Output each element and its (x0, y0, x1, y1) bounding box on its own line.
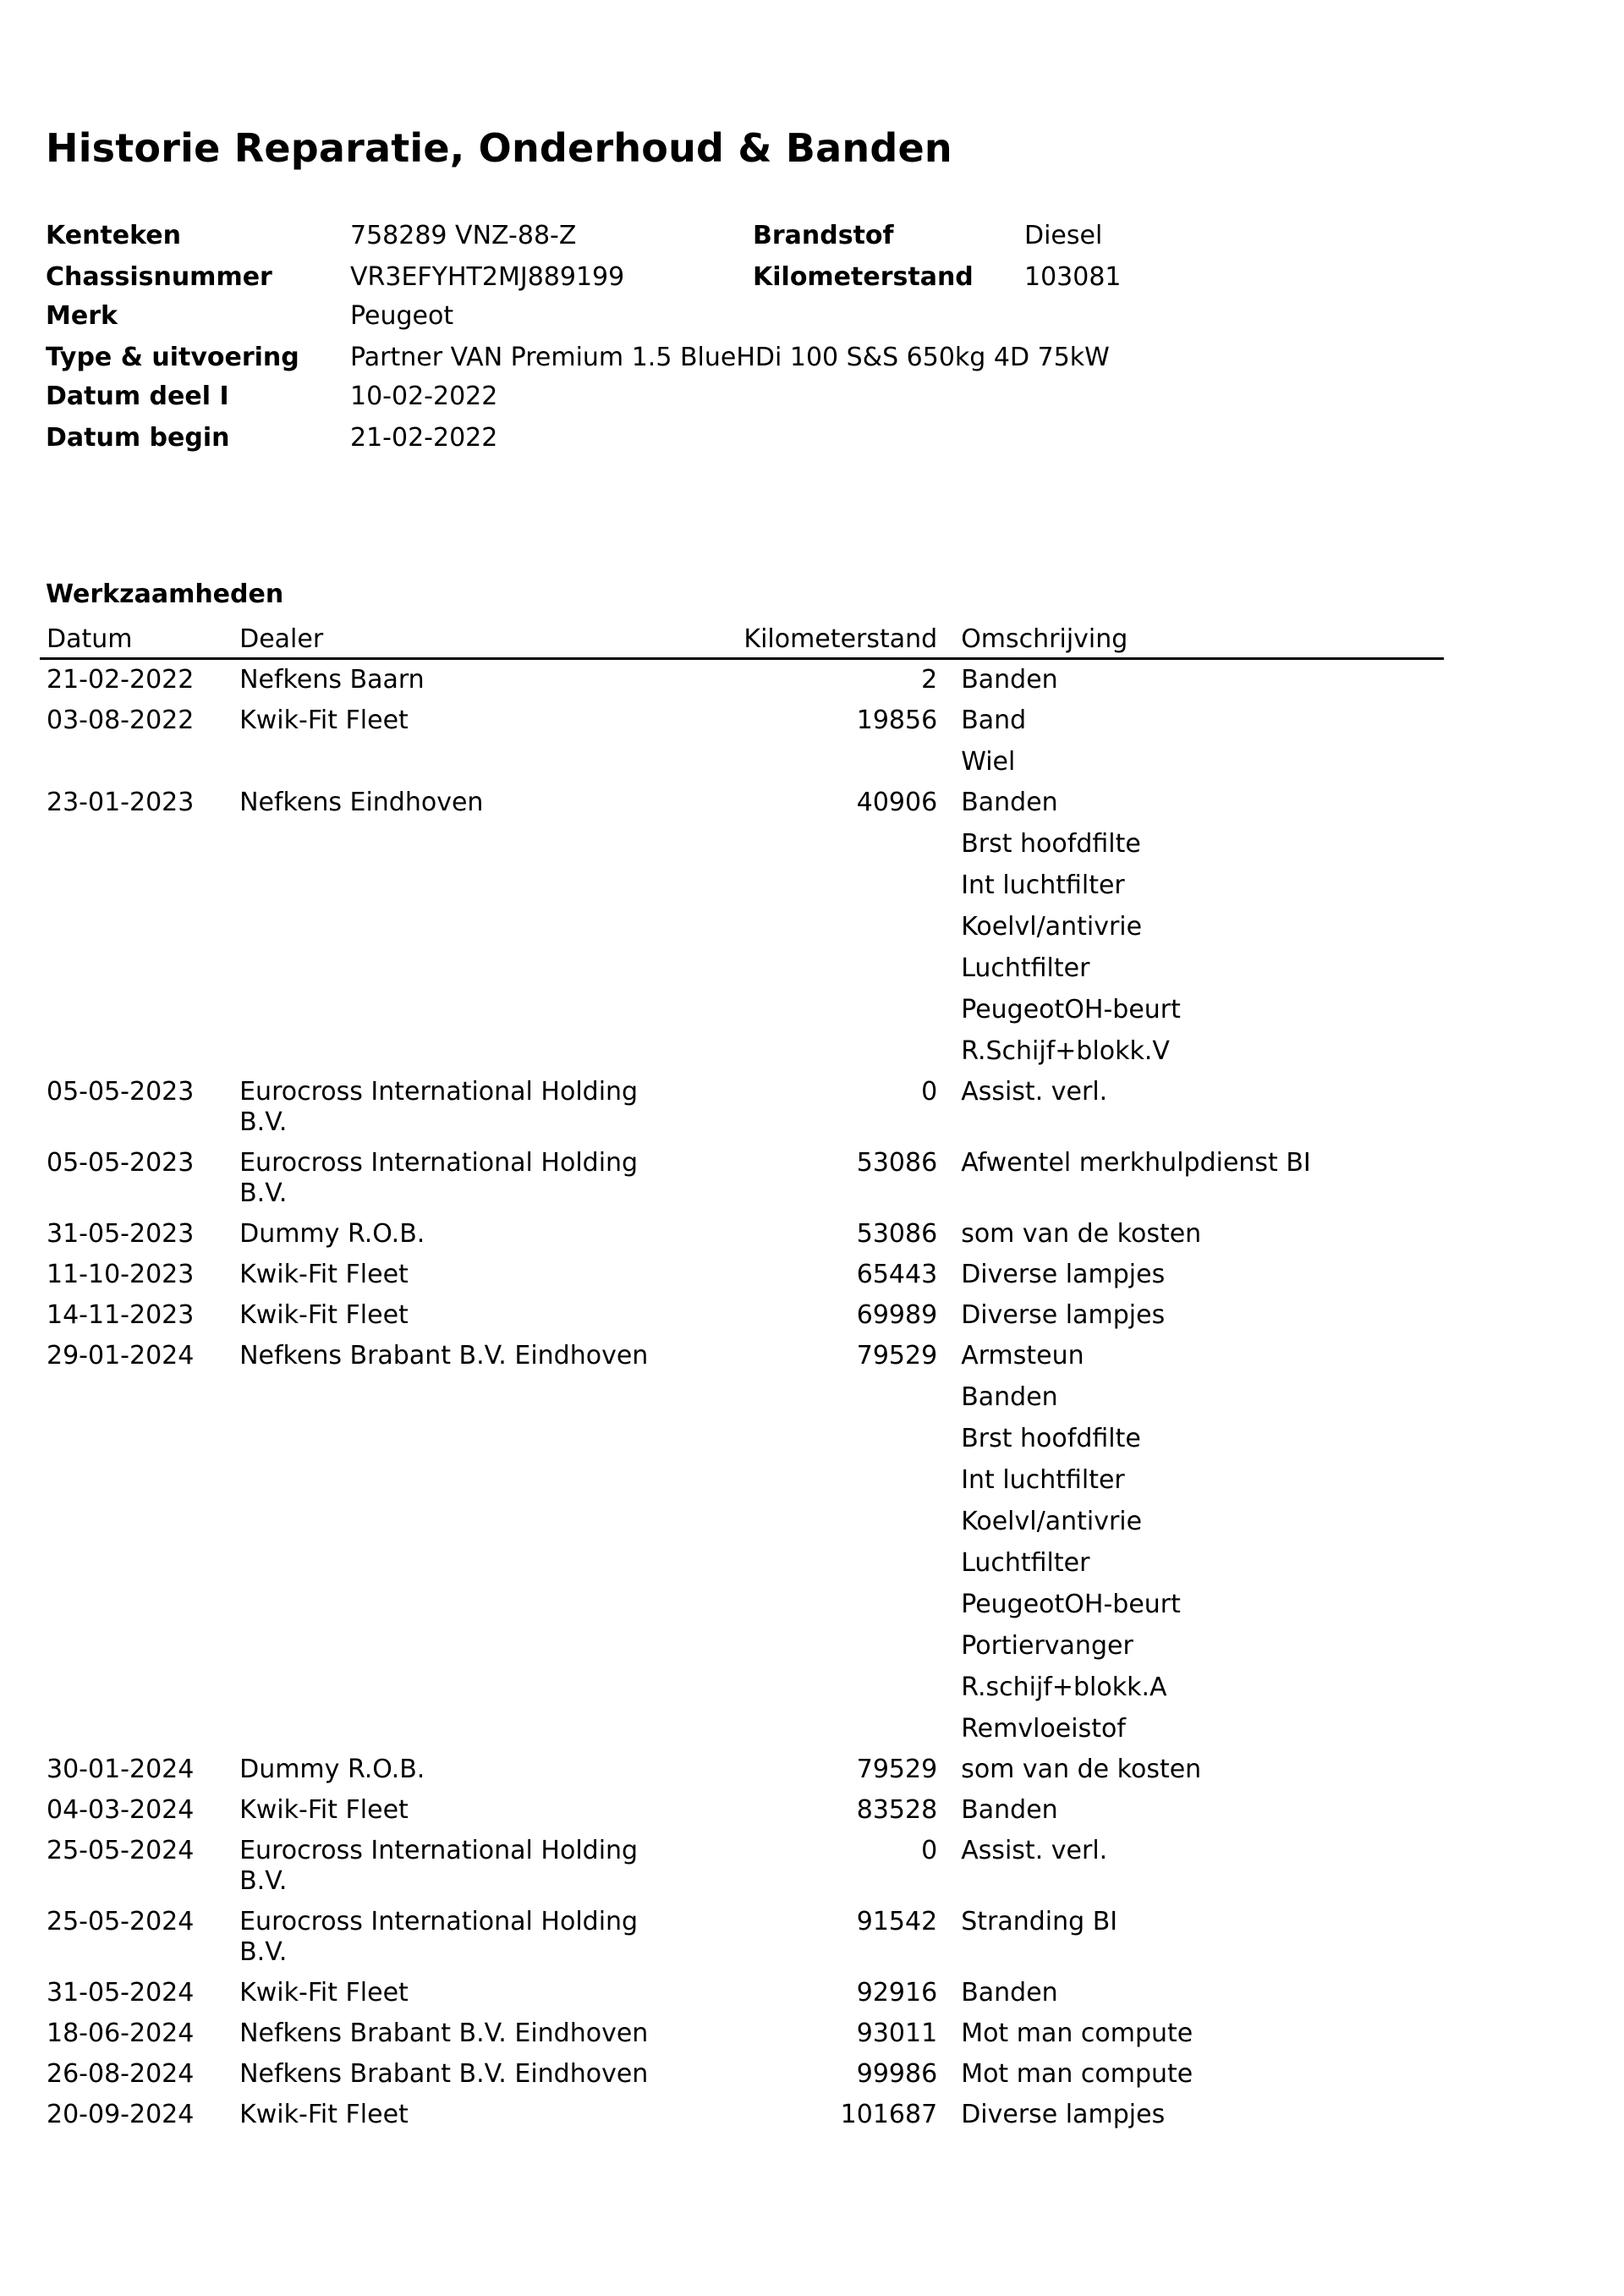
cell-kilometerstand: 92916 (856, 1978, 938, 2008)
dealer-name: Kwik-Fit Fleet (239, 1300, 409, 1330)
cell-datum: 21-02-2022 (47, 665, 195, 695)
cell-dealer (233, 659, 671, 701)
dealer-name: Nefkens Brabant B.V. Eindhoven (239, 2019, 649, 2048)
omschrijving-line: Remvloeistof (961, 1714, 1126, 1744)
info-row-datum-deel (46, 376, 1433, 417)
cell-datum: 25-05-2024 (47, 1836, 195, 1865)
cell-dealer (233, 2013, 671, 2054)
dealer-name: Eurocross International Holding B.V. (239, 1148, 639, 1208)
table-row (40, 700, 1444, 783)
omschrijving-line: Banden (961, 665, 1058, 695)
dealer-name: Eurocross International Holding B.V. (239, 1907, 639, 1967)
column-header-dealer: Dealer (233, 622, 671, 659)
cell-omschrijving (954, 1973, 1444, 2013)
datum-begin-value: 21-02-2022 (350, 423, 498, 453)
info-row-type (46, 337, 1433, 378)
cell-dealer (233, 1214, 671, 1255)
dealer-name: Dummy R.O.B. (239, 1219, 425, 1249)
info-row-merk (46, 295, 1433, 337)
cell-kilometerstand: 0 (921, 1836, 938, 1865)
cell-kilometerstand: 53086 (856, 1219, 938, 1249)
info-row-datum-begin (46, 417, 1433, 459)
omschrijving-line: PeugeotOH-beurt (961, 1590, 1181, 1619)
omschrijving-line: Banden (961, 788, 1058, 817)
cell-dealer (233, 700, 671, 783)
vehicle-dates-block (46, 376, 1433, 459)
omschrijving-line: Diverse lampjes (961, 2100, 1166, 2129)
cell-omschrijving (954, 1749, 1444, 1790)
cell-kilometerstand: 65443 (856, 1260, 938, 1289)
dealer-name: Kwik-Fit Fleet (239, 706, 409, 735)
brandstof-value: Diesel (1024, 221, 1103, 250)
cell-datum: 25-05-2024 (47, 1907, 195, 1936)
omschrijving-line: Stranding BI (961, 1907, 1118, 1936)
cell-dealer (233, 1295, 671, 1336)
dealer-name: Kwik-Fit Fleet (239, 2100, 409, 2129)
vehicle-model-block (46, 295, 1433, 378)
omschrijving-line: R.Schijf+blokk.V (961, 1036, 1170, 1066)
table-row (40, 1072, 1444, 1143)
cell-omschrijving (954, 783, 1444, 1072)
cell-datum: 14-11-2023 (47, 1300, 195, 1330)
cell-dealer (233, 1831, 671, 1902)
cell-datum: 29-01-2024 (47, 1341, 195, 1370)
cell-kilometerstand: 93011 (856, 2019, 938, 2048)
omschrijving-line: PeugeotOH-beurt (961, 995, 1181, 1024)
cell-kilometerstand: 91542 (856, 1907, 938, 1936)
dealer-name: Kwik-Fit Fleet (239, 1978, 409, 2008)
cell-datum: 26-08-2024 (47, 2059, 195, 2089)
omschrijving-line: R.schijf+blokk.A (961, 1673, 1167, 1702)
omschrijving-line: Brst hoofdfilte (961, 1424, 1141, 1453)
omschrijving-line: Mot man compute (961, 2019, 1193, 2048)
report-page (46, 120, 1433, 2129)
cell-kilometerstand: 79529 (856, 1341, 938, 1370)
table-row (40, 659, 1444, 701)
cell-dealer (233, 1973, 671, 2013)
merk-label: Merk (46, 301, 118, 331)
cell-dealer (233, 1749, 671, 1790)
cell-datum: 23-01-2023 (47, 788, 195, 817)
omschrijving-line: Int luchtfilter (961, 871, 1125, 900)
omschrijving-line: Afwentel merkhulpdienst BI (961, 1148, 1311, 1178)
dealer-name: Nefkens Baarn (239, 665, 425, 695)
cell-dealer (233, 1072, 671, 1143)
cell-kilometerstand: 83528 (856, 1795, 938, 1825)
omschrijving-line: Banden (961, 1978, 1058, 2008)
cell-kilometerstand: 99986 (856, 2059, 938, 2089)
cell-dealer (233, 1255, 671, 1295)
datum-deel-label: Datum deel I (46, 382, 229, 411)
cell-kilometerstand: 53086 (856, 1148, 938, 1178)
column-header-kilometerstand: Kilometerstand (672, 622, 955, 659)
dealer-name: Eurocross International Holding B.V. (239, 1077, 639, 1137)
cell-omschrijving (954, 2054, 1444, 2095)
info-row-kenteken (46, 215, 1433, 256)
cell-dealer (233, 2054, 671, 2095)
table-row (40, 1902, 1444, 1973)
cell-omschrijving (954, 1790, 1444, 1831)
cell-dealer (233, 1143, 671, 1214)
cell-datum: 30-01-2024 (47, 1755, 195, 1784)
datum-begin-label: Datum begin (46, 423, 230, 453)
omschrijving-line: Koelvl/antivrie (961, 912, 1143, 942)
werkzaamheden-title: Werkzaamheden (46, 579, 284, 609)
werkzaamheden-table (40, 622, 1444, 2135)
dealer-name: Eurocross International Holding B.V. (239, 1836, 639, 1896)
omschrijving-line: Assist. verl. (961, 1077, 1108, 1107)
table-row (40, 1295, 1444, 1336)
column-header-omschrijving: Omschrijving (954, 622, 1444, 659)
omschrijving-line: Mot man compute (961, 2059, 1193, 2089)
omschrijving-line: Int luchtfilter (961, 1465, 1125, 1495)
column-header-datum: Datum (40, 622, 233, 659)
cell-omschrijving (954, 1072, 1444, 1143)
cell-kilometerstand: 79529 (856, 1755, 938, 1784)
cell-dealer (233, 1902, 671, 1973)
table-row (40, 1336, 1444, 1749)
omschrijving-line: som van de kosten (961, 1219, 1202, 1249)
merk-value: Peugeot (350, 301, 454, 331)
omschrijving-line: Banden (961, 1382, 1058, 1412)
type-value: Partner VAN Premium 1.5 BlueHDi 100 S&S 650kg 4D 75kW (350, 343, 1110, 372)
omschrijving-line: som van de kosten (961, 1755, 1202, 1784)
cell-datum: 03-08-2022 (47, 706, 195, 735)
cell-omschrijving (954, 1255, 1444, 1295)
cell-dealer (233, 1336, 671, 1749)
kilometerstand-label: Kilometerstand (753, 262, 974, 292)
cell-kilometerstand: 69989 (856, 1300, 938, 1330)
cell-kilometerstand: 2 (921, 665, 938, 695)
dealer-name: Kwik-Fit Fleet (239, 1260, 409, 1289)
table-row (40, 1255, 1444, 1295)
dealer-name: Nefkens Brabant B.V. Eindhoven (239, 1341, 649, 1370)
cell-omschrijving (954, 1902, 1444, 1973)
brandstof-label: Brandstof (753, 221, 894, 250)
omschrijving-line: Koelvl/antivrie (961, 1507, 1143, 1536)
table-body (40, 659, 1444, 2136)
table-row (40, 1790, 1444, 1831)
cell-datum: 04-03-2024 (47, 1795, 195, 1825)
table-row (40, 1973, 1444, 2013)
chassis-value: VR3EFYHT2MJ889199 (350, 262, 625, 292)
table-row (40, 2013, 1444, 2054)
omschrijving-line: Assist. verl. (961, 1836, 1108, 1865)
cell-kilometerstand: 101687 (840, 2100, 938, 2129)
cell-omschrijving (954, 2013, 1444, 2054)
cell-omschrijving (954, 1295, 1444, 1336)
cell-datum: 20-09-2024 (47, 2100, 195, 2129)
cell-dealer (233, 783, 671, 1072)
omschrijving-line: Luchtfilter (961, 1548, 1090, 1578)
table-row (40, 1214, 1444, 1255)
kilometerstand-value: 103081 (1024, 262, 1122, 292)
dealer-name: Dummy R.O.B. (239, 1755, 425, 1784)
omschrijving-line: Luchtfilter (961, 953, 1090, 983)
omschrijving-line: Diverse lampjes (961, 1260, 1166, 1289)
cell-omschrijving (954, 1336, 1444, 1749)
cell-omschrijving (954, 2095, 1444, 2135)
cell-kilometerstand: 40906 (856, 788, 938, 817)
cell-datum: 05-05-2023 (47, 1148, 195, 1178)
omschrijving-line: Banden (961, 1795, 1058, 1825)
omschrijving-line: Diverse lampjes (961, 1300, 1166, 1330)
cell-omschrijving (954, 700, 1444, 783)
dealer-name: Nefkens Brabant B.V. Eindhoven (239, 2059, 649, 2089)
cell-datum: 31-05-2023 (47, 1219, 195, 1249)
datum-deel-value: 10-02-2022 (350, 382, 498, 411)
chassis-label: Chassisnummer (46, 262, 272, 292)
table-row (40, 2095, 1444, 2135)
cell-omschrijving (954, 1214, 1444, 1255)
kenteken-label: Kenteken (46, 221, 181, 250)
omschrijving-line: Band (961, 706, 1027, 735)
dealer-name: Kwik-Fit Fleet (239, 1795, 409, 1825)
cell-kilometerstand: 0 (921, 1077, 938, 1107)
omschrijving-line: Armsteun (961, 1341, 1084, 1370)
kenteken-value: 758289 VNZ-88-Z (350, 221, 577, 250)
table-row (40, 1143, 1444, 1214)
table-row (40, 783, 1444, 1072)
type-label: Type & uitvoering (46, 343, 299, 372)
cell-datum: 18-06-2024 (47, 2019, 195, 2048)
cell-dealer (233, 2095, 671, 2135)
cell-datum: 05-05-2023 (47, 1077, 195, 1107)
cell-omschrijving (954, 1831, 1444, 1902)
page-title: Historie Reparatie, Onderhoud & Banden (46, 125, 952, 171)
table-row (40, 2054, 1444, 2095)
omschrijving-line: Brst hoofdfilte (961, 829, 1141, 859)
cell-dealer (233, 1790, 671, 1831)
cell-kilometerstand: 19856 (856, 706, 938, 735)
omschrijving-line: Wiel (961, 747, 1016, 777)
info-row-chassis (46, 256, 1433, 298)
omschrijving-line: Portiervanger (961, 1631, 1133, 1661)
cell-omschrijving (954, 1143, 1444, 1214)
cell-datum: 31-05-2024 (47, 1978, 195, 2008)
table-row (40, 1831, 1444, 1902)
table-row (40, 1749, 1444, 1790)
cell-datum: 11-10-2023 (47, 1260, 195, 1289)
dealer-name: Nefkens Eindhoven (239, 788, 484, 817)
vehicle-id-block (46, 215, 1433, 298)
cell-omschrijving (954, 659, 1444, 701)
table-header-row (40, 622, 1444, 659)
